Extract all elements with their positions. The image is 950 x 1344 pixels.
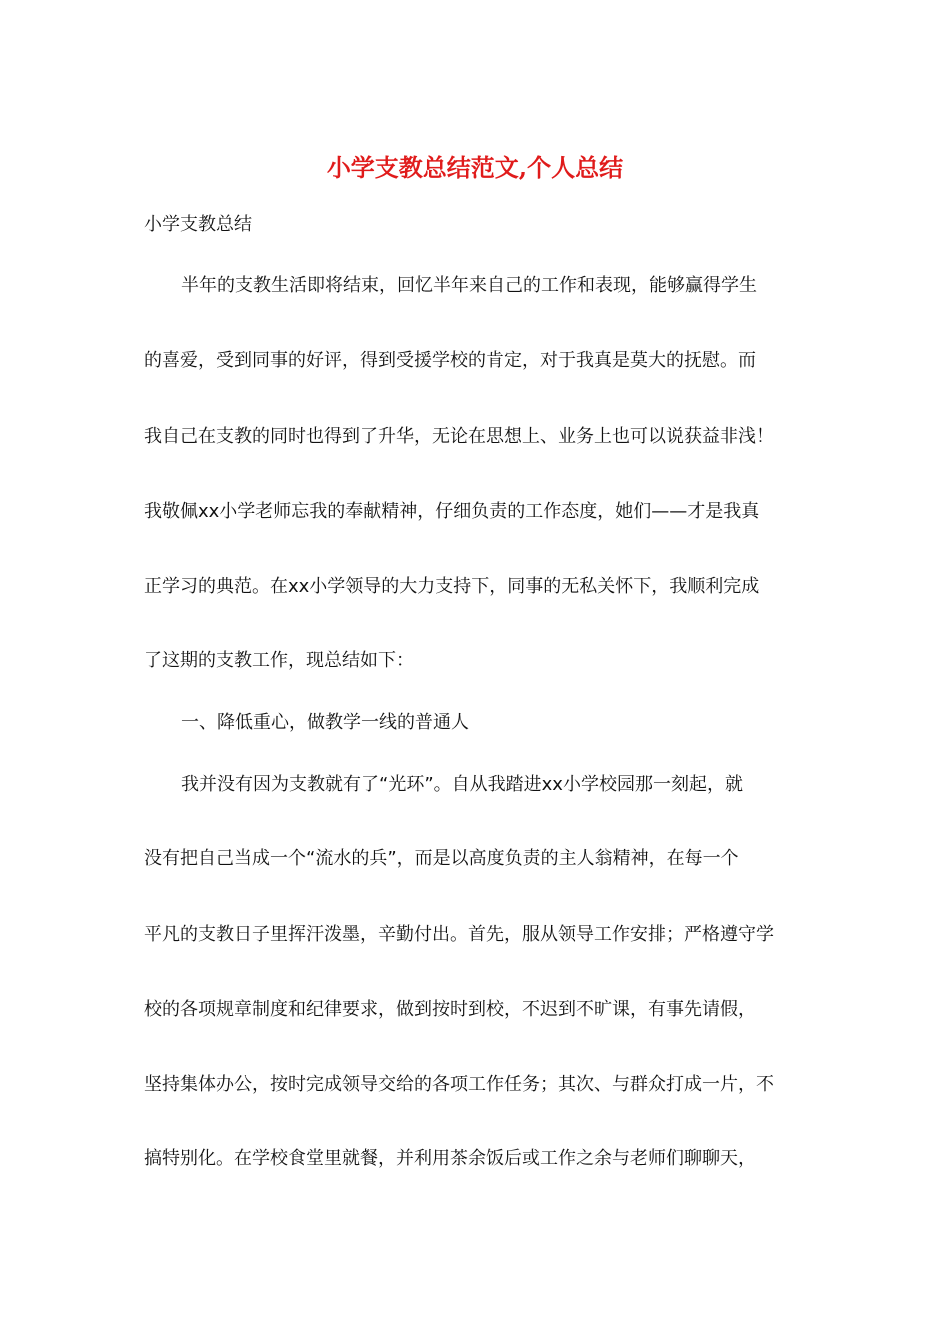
paragraph-line: 我并没有因为支教就有了“光环”。自从我踏进xx小学校园那一刻起，就 bbox=[181, 774, 743, 795]
paragraph-line: 了这期的支教工作，现总结如下： bbox=[144, 650, 414, 671]
paragraph-line: 我敬佩xx小学老师忘我的奉献精神，仔细负责的工作态度，她们——才是我真 bbox=[144, 501, 760, 522]
document-subtitle: 小学支教总结 bbox=[144, 214, 252, 235]
paragraph-line: 正学习的典范。在xx小学领导的大力支持下，同事的无私关怀下，我顺利完成 bbox=[144, 576, 760, 597]
paragraph-line: 的喜爱，受到同事的好评，得到受援学校的肯定，对于我真是莫大的抚慰。而 bbox=[144, 350, 756, 371]
paragraph-line: 搞特别化。在学校食堂里就餐，并利用茶余饭后或工作之余与老师们聊聊天， bbox=[144, 1148, 756, 1169]
paragraph-line: 平凡的支教日子里挥汗泼墨，辛勤付出。首先，服从领导工作安排；严格遵守学 bbox=[144, 924, 774, 945]
paragraph-line: 没有把自己当成一个“流水的兵”，而是以高度负责的主人翁精神，在每一个 bbox=[144, 848, 739, 869]
paragraph-line: 半年的支教生活即将结束，回忆半年来自己的工作和表现，能够赢得学生 bbox=[181, 275, 757, 296]
paragraph-line: 坚持集体办公，按时完成领导交给的各项工作任务；其次、与群众打成一片，不 bbox=[144, 1074, 774, 1095]
paragraph-line: 我自己在支教的同时也得到了升华，无论在思想上、业务上也可以说获益非浅！ bbox=[144, 426, 774, 447]
paragraph-line: 校的各项规章制度和纪律要求，做到按时到校，不迟到不旷课，有事先请假， bbox=[144, 999, 756, 1020]
section-heading: 一、降低重心，做教学一线的普通人 bbox=[181, 712, 469, 733]
document-title: 小学支教总结范文,个人总结 bbox=[326, 153, 624, 182]
